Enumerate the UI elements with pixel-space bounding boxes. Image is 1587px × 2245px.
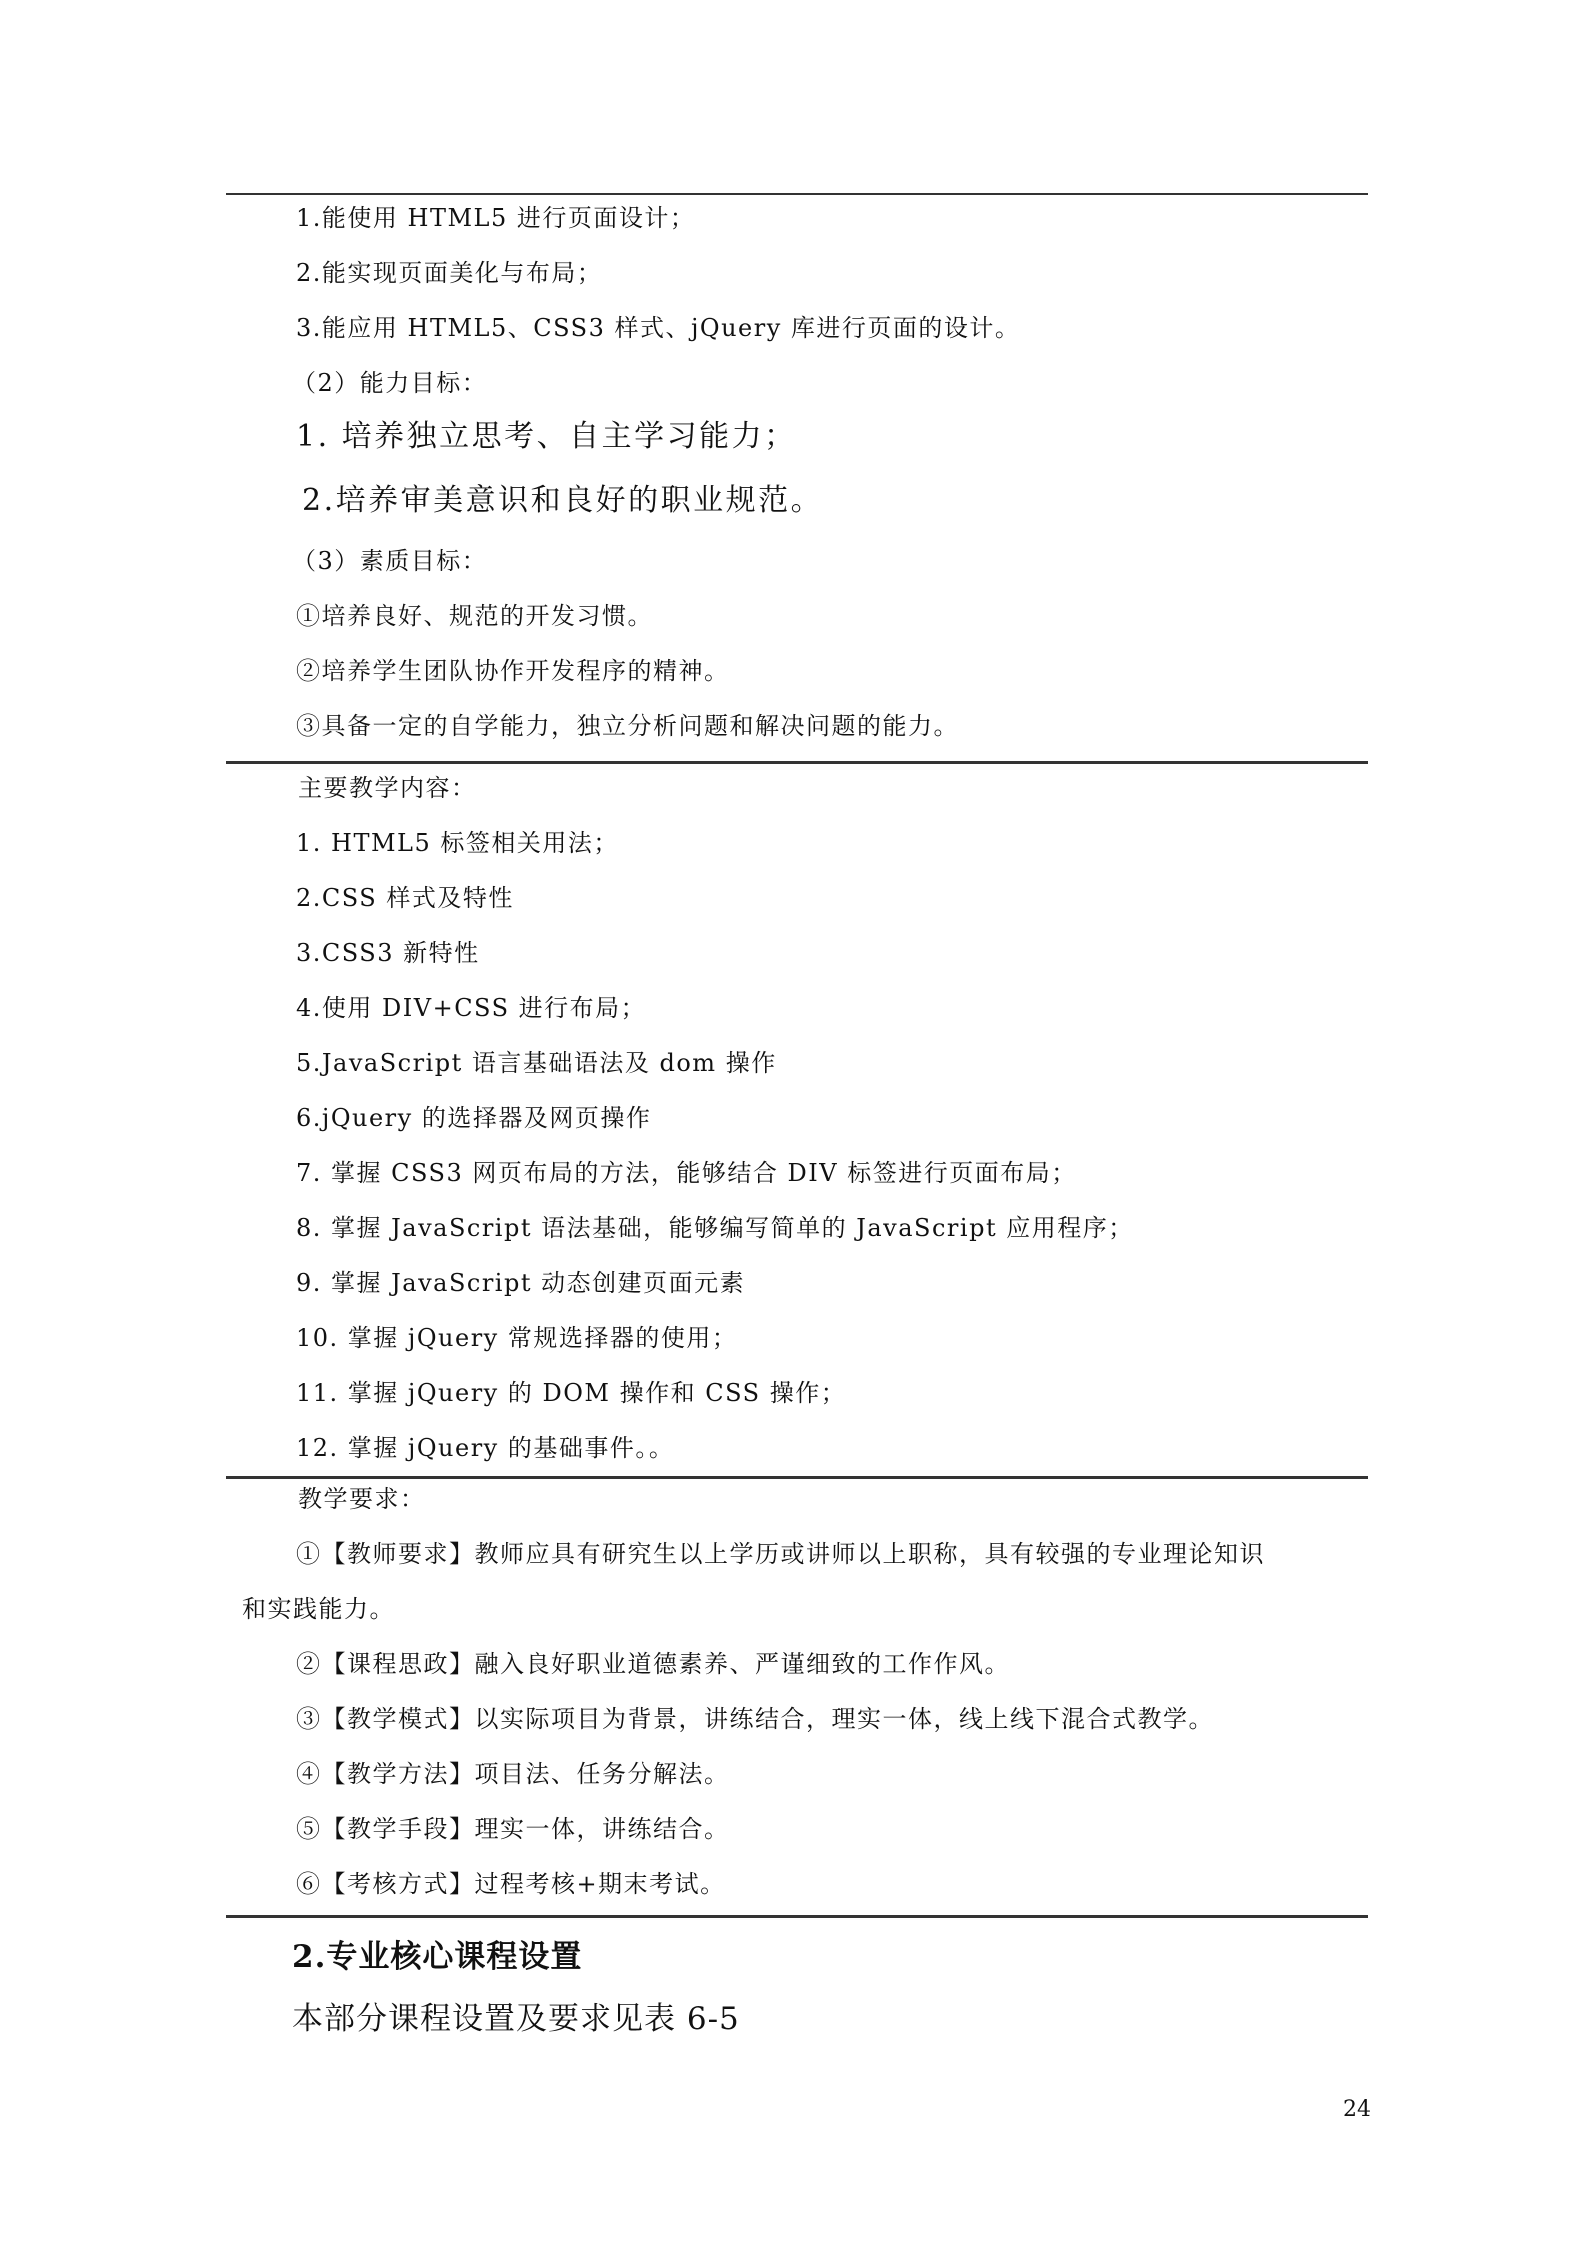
table-rule-bottom <box>226 1915 1368 1918</box>
section-text: 本部分课程设置及要求见表 6-5 <box>292 2001 740 2037</box>
main-content-title: 主要教学内容： <box>298 774 477 802</box>
teaching-requirement-4: ④【教学方法】项目法、任务分解法。 <box>296 1760 730 1788</box>
teaching-requirements-title: 教学要求： <box>298 1485 426 1513</box>
table-rule-1 <box>226 761 1368 764</box>
teaching-requirement-1-line-2: 和实践能力。 <box>242 1595 395 1623</box>
main-content-item-2: 2.CSS 样式及特性 <box>296 884 514 912</box>
knowledge-goal-3: 3.能应用 HTML5、CSS3 样式、jQuery 库进行页面的设计。 <box>296 314 1021 342</box>
table-rule-2 <box>226 1476 1368 1479</box>
main-content-item-12: 12. 掌握 jQuery 的基础事件。。 <box>296 1434 675 1462</box>
main-content-item-10: 10. 掌握 jQuery 常规选择器的使用； <box>296 1324 738 1352</box>
main-content-item-5: 5.JavaScript 语言基础语法及 dom 操作 <box>296 1049 777 1077</box>
main-content-item-7: 7. 掌握 CSS3 网页布局的方法，能够结合 DIV 标签进行页面布局； <box>296 1159 1077 1187</box>
main-content-item-3: 3.CSS3 新特性 <box>296 939 480 967</box>
teaching-requirement-5: ⑤【教学手段】理实一体，讲练结合。 <box>296 1815 730 1843</box>
teaching-requirement-2: ②【课程思政】融入良好职业道德素养、严谨细致的工作作风。 <box>296 1650 1010 1678</box>
ability-goal-1: 1. 培养独立思考、自主学习能力； <box>296 419 797 454</box>
knowledge-goal-2: 2.能实现页面美化与布局； <box>296 259 603 287</box>
ability-goal-2: 2.培养审美意识和良好的职业规范。 <box>302 483 824 518</box>
page-number: 24 <box>1343 2097 1371 2122</box>
section-heading: 2.专业核心课程设置 <box>292 1939 583 1975</box>
teaching-requirement-1-line-1: ①【教师要求】教师应具有研究生以上学历或讲师以上职称，具有较强的专业理论知识 <box>296 1540 1265 1568</box>
quality-goal-2: ②培养学生团队协作开发程序的精神。 <box>296 657 730 685</box>
teaching-requirement-3: ③【教学模式】以实际项目为背景，讲练结合，理实一体，线上线下混合式教学。 <box>296 1705 1214 1733</box>
main-content-item-1: 1. HTML5 标签相关用法； <box>296 829 619 857</box>
main-content-item-4: 4.使用 DIV+CSS 进行布局； <box>296 994 647 1022</box>
table-rule-top <box>226 193 1368 195</box>
main-content-item-11: 11. 掌握 jQuery 的 DOM 操作和 CSS 操作； <box>296 1379 847 1407</box>
knowledge-goal-1: 1.能使用 HTML5 进行页面设计； <box>296 204 696 232</box>
teaching-requirement-6: ⑥【考核方式】过程考核+期末考试。 <box>296 1870 726 1898</box>
main-content-item-8: 8. 掌握 JavaScript 语法基础，能够编写简单的 JavaScript 应用程序； <box>296 1214 1134 1242</box>
quality-goal-1: ①培养良好、规范的开发习惯。 <box>296 602 653 630</box>
quality-goals-title: （3）素质目标： <box>292 547 488 575</box>
main-content-item-6: 6.jQuery 的选择器及网页操作 <box>296 1104 652 1132</box>
ability-goals-title: （2）能力目标： <box>292 369 488 397</box>
main-content-item-9: 9. 掌握 JavaScript 动态创建页面元素 <box>296 1269 746 1297</box>
quality-goal-3: ③具备一定的自学能力，独立分析问题和解决问题的能力。 <box>296 712 959 740</box>
